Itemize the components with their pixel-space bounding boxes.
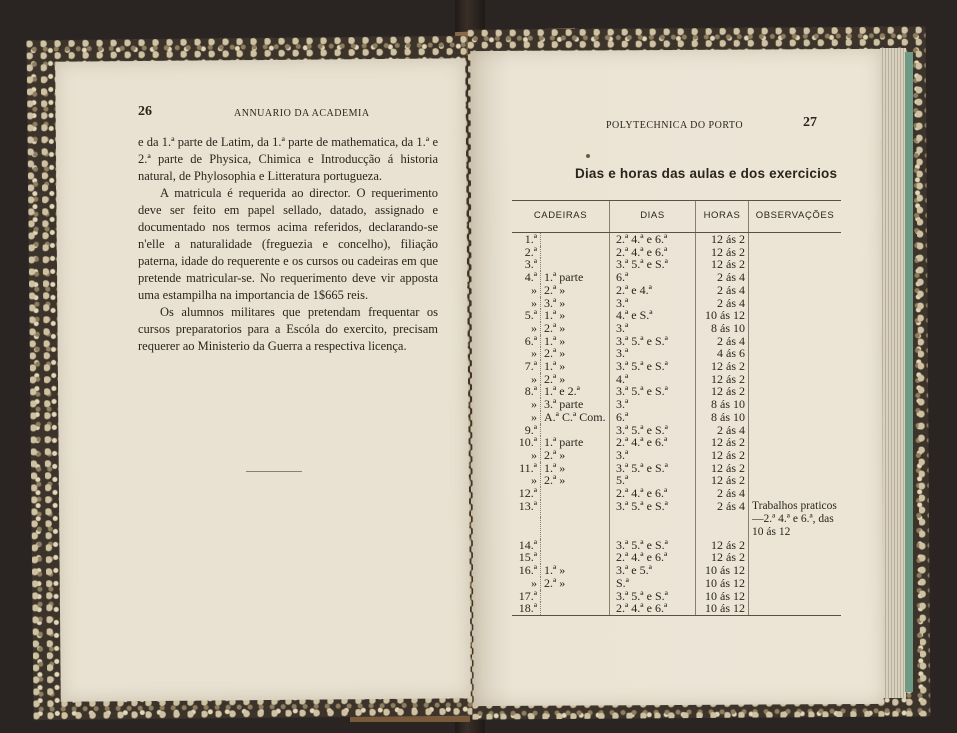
cadeira-number: » <box>531 409 537 424</box>
observacoes-cell <box>749 602 842 615</box>
page-number-left: 26 <box>138 104 152 119</box>
observacoes-cell <box>749 322 842 335</box>
horas-cell: 12 ás 2 <box>696 373 749 386</box>
dias-cell: 2.ª 4.ª e 6.ª <box>610 602 696 615</box>
observacoes-cell <box>749 297 842 310</box>
header-cadeiras: CADEIRAS <box>512 201 610 233</box>
horas-cell: 12 ás 2 <box>696 385 749 398</box>
cadeira-number: 17.ª <box>518 588 537 603</box>
horas-cell <box>696 517 749 539</box>
cadeira-number: 11.ª <box>519 460 537 475</box>
observacoes-cell <box>749 487 842 500</box>
table-row <box>512 233 841 246</box>
cadeira-part <box>541 487 610 500</box>
cadeira-number: » <box>531 473 537 488</box>
cadeira-part: 2.ª » <box>541 322 610 335</box>
observacoes-cell <box>749 385 842 398</box>
observacoes-cell <box>749 590 842 603</box>
horas-cell: 8 ás 10 <box>696 398 749 411</box>
cadeira-number: » <box>531 320 537 335</box>
dias-cell: 3.ª 5.ª e S.ª <box>610 258 696 271</box>
paragraph: e da 1.ª parte de Latim, da 1.ª parte de mathematica, da 1.ª e 2.ª parte de Physica, Chimica e Introducção á historia natural, de Phylosophia e Litteratura portugueza. <box>138 135 438 183</box>
table-header-row <box>512 201 841 233</box>
observacoes-cell <box>749 271 842 284</box>
cadeira-number: 16.ª <box>518 563 537 578</box>
table-row <box>512 577 841 590</box>
dias-cell: 3.ª 5.ª e S.ª <box>610 424 696 437</box>
dias-cell: 3.ª 5.ª e S.ª <box>610 385 696 398</box>
dias-cell: 5.ª <box>610 474 696 487</box>
table-row <box>512 500 841 517</box>
horas-cell: 2 ás 4 <box>696 271 749 284</box>
cadeira-number <box>512 517 541 539</box>
horas-cell: 12 ás 2 <box>696 551 749 564</box>
table-row <box>512 360 841 373</box>
cadeira-part: 1.ª e 2.ª <box>541 385 610 398</box>
observacoes-cell <box>749 449 842 462</box>
cadeira-part <box>541 539 610 552</box>
cadeira-part <box>541 590 610 603</box>
horas-cell: 10 ás 12 <box>696 590 749 603</box>
cadeira-number: 5.ª <box>524 308 537 323</box>
observacoes-cell <box>749 411 842 424</box>
observacoes-cell <box>749 474 842 487</box>
cadeira-number: » <box>531 282 537 297</box>
observacoes-cell <box>749 347 842 360</box>
observacoes-cell <box>749 551 842 564</box>
cadeira-part <box>541 233 610 246</box>
cadeira-part <box>541 246 610 259</box>
observacoes-cell <box>749 424 842 437</box>
observacoes-cell <box>749 284 842 297</box>
table-row <box>512 564 841 577</box>
ink-dot <box>586 154 590 158</box>
cadeira-number: 1.ª <box>524 232 537 246</box>
cadeira-part <box>541 517 610 539</box>
cadeira-number: » <box>531 295 537 310</box>
table-row <box>512 322 841 335</box>
cadeira-part <box>541 602 610 615</box>
horas-cell: 12 ás 2 <box>696 436 749 449</box>
cadeira-number: 2.ª <box>524 244 537 259</box>
cadeira-number: 14.ª <box>518 537 537 552</box>
dias-cell: 3.ª <box>610 297 696 310</box>
observacoes-cell <box>749 233 842 246</box>
header-observacoes: OBSERVAÇÕES <box>749 201 842 233</box>
horas-cell: 2 ás 4 <box>696 335 749 348</box>
table-row <box>512 246 841 259</box>
dias-cell: 2.ª 4.ª e 6.ª <box>610 551 696 564</box>
cadeira-number: » <box>531 447 537 462</box>
horas-cell: 12 ás 2 <box>696 233 749 246</box>
horas-cell: 10 ás 12 <box>696 564 749 577</box>
cadeira-part: 1.ª parte <box>541 436 610 449</box>
cadeira-part: 2.ª » <box>541 577 610 590</box>
dias-cell <box>610 517 696 539</box>
dias-cell: 3.ª 5.ª e S.ª <box>610 335 696 348</box>
table-row <box>512 449 841 462</box>
cadeira-part: 2.ª » <box>541 347 610 360</box>
table-row <box>512 539 841 552</box>
cadeira-number: » <box>531 371 537 386</box>
dias-cell: 2.ª e 4.ª <box>610 284 696 297</box>
cadeira-part: 2.ª » <box>541 373 610 386</box>
horas-cell: 2 ás 4 <box>696 297 749 310</box>
header-dias: DIAS <box>610 201 696 233</box>
schedule-table <box>512 200 841 616</box>
horas-cell: 10 ás 12 <box>696 309 749 322</box>
cadeira-number: » <box>531 575 537 590</box>
dias-cell: 3.ª 5.ª e S.ª <box>610 590 696 603</box>
cadeira-part: 2.ª » <box>541 474 610 487</box>
table-row <box>512 271 841 284</box>
table-row <box>512 411 841 424</box>
cadeira-number: 12.ª <box>518 486 537 501</box>
horas-cell: 8 ás 10 <box>696 411 749 424</box>
cadeira-part: 2.ª » <box>541 449 610 462</box>
table-row <box>512 284 841 297</box>
cadeira-number: 10.ª <box>518 435 537 450</box>
cadeira-number: 18.ª <box>512 602 541 615</box>
horas-cell: 2 ás 4 <box>696 500 749 517</box>
schedule-table-body <box>512 233 841 616</box>
dias-cell: 3.ª 5.ª e S.ª <box>610 500 696 517</box>
cadeira-number: 3.ª <box>524 257 537 272</box>
dias-cell: 4.ª e S.ª <box>610 309 696 322</box>
horas-cell: 12 ás 2 <box>696 449 749 462</box>
observacoes-cell <box>749 373 842 386</box>
cadeira-number: 9.ª <box>524 422 537 437</box>
dias-cell: 2.ª 4.ª e 6.ª <box>610 436 696 449</box>
observacoes-cell <box>749 539 842 552</box>
dias-cell: 3.ª 5.ª e S.ª <box>610 539 696 552</box>
observacoes-cell: Trabalhos praticos—2.ª 4.ª e 6.ª, das 10 ás 12 <box>749 500 842 539</box>
cadeira-part: 3.ª parte <box>541 398 610 411</box>
cadeira-part: 1.ª » <box>541 309 610 322</box>
horas-cell: 2 ás 4 <box>696 487 749 500</box>
cadeira-number: » <box>531 346 537 361</box>
running-header-right: POLYTECHNICA DO PORTO <box>606 120 744 131</box>
dias-cell: 3.ª e 5.ª <box>610 564 696 577</box>
horas-cell: 2 ás 4 <box>696 284 749 297</box>
horas-cell: 8 ás 10 <box>696 322 749 335</box>
dias-cell: 3.ª <box>610 322 696 335</box>
horas-cell: 12 ás 2 <box>696 258 749 271</box>
paragraph: Os alumnos militares que pretendam frequentar os cursos preparatorios para a Escóla do exercito, precisam requerer ao Ministerio da Guerra a respectiva licença. <box>138 305 438 353</box>
running-header-left: ANNUARIO DA ACADEMIA <box>234 108 370 119</box>
observacoes-cell <box>749 246 842 259</box>
horas-cell: 12 ás 2 <box>696 539 749 552</box>
table-row <box>512 602 841 615</box>
observacoes-cell <box>749 360 842 373</box>
cover-edge <box>905 52 913 692</box>
dias-cell: 3.ª <box>610 347 696 360</box>
horas-cell: 10 ás 12 <box>696 577 749 590</box>
observacoes-cell <box>749 258 842 271</box>
observacoes-cell <box>749 309 842 322</box>
table-row <box>512 474 841 487</box>
header-horas: HORAS <box>696 201 749 233</box>
cadeira-number: 8.ª <box>524 384 537 399</box>
dias-cell: 2.ª 4.ª e 6.ª <box>610 487 696 500</box>
table-row <box>512 590 841 603</box>
dias-cell: 2.ª 4.ª e 6.ª <box>610 246 696 259</box>
dias-cell: S.ª <box>610 577 696 590</box>
paragraph: A matricula é requerida ao director. O requerimento deve ser feito em papel sellado, datado, assignado e documentado nos termos acima referidos, declarando-se n'elle a naturalidade (freguezia e concelho), filiação paterna, idade do requerente e os cursos ou cadeiras em que pretende matricular-se. No requerimento deve vir apposta uma estampilha na importancia de 1$665 reis. <box>138 186 438 302</box>
left-page-body <box>138 134 438 355</box>
cadeira-part: 1.ª parte <box>541 271 610 284</box>
horas-cell: 2 ás 4 <box>696 424 749 437</box>
dias-cell: 3.ª <box>610 398 696 411</box>
cadeira-number: 13.ª <box>518 498 537 513</box>
observacoes-cell <box>749 398 842 411</box>
observacoes-cell <box>749 577 842 590</box>
cadeira-part: 1.ª » <box>541 335 610 348</box>
cadeira-part: 1.ª » <box>541 360 610 373</box>
dias-cell: 2.ª 4.ª e 6.ª <box>610 233 696 246</box>
cadeira-part: A.ª C.ª Com. <box>541 411 610 424</box>
page-edges <box>880 48 906 698</box>
table-row <box>512 487 841 500</box>
cadeira-number: 6.ª <box>524 333 537 348</box>
dias-cell: 6.ª <box>610 411 696 424</box>
cadeira-part: 3.ª » <box>541 297 610 310</box>
cadeira-part: 2.ª » <box>541 284 610 297</box>
observacoes-cell <box>749 564 842 577</box>
horas-cell: 12 ás 2 <box>696 474 749 487</box>
horas-cell: 12 ás 2 <box>696 462 749 475</box>
dias-cell: 4.ª <box>610 373 696 386</box>
cadeira-part: 1.ª » <box>541 462 610 475</box>
cadeira-number: » <box>531 397 537 412</box>
dias-cell: 3.ª 5.ª e S.ª <box>610 462 696 475</box>
cadeira-part: 1.ª » <box>541 564 610 577</box>
page-number-right: 27 <box>803 115 817 130</box>
section-rule <box>246 471 302 472</box>
observacoes-cell <box>749 436 842 449</box>
observacoes-cell <box>749 462 842 475</box>
horas-cell: 10 ás 12 <box>696 602 749 615</box>
table-title: Dias e horas das aulas e dos exercicios <box>575 166 838 181</box>
dias-cell: 3.ª <box>610 449 696 462</box>
cadeira-number: 4.ª <box>524 270 537 285</box>
horas-cell: 4 ás 6 <box>696 347 749 360</box>
table-row <box>512 398 841 411</box>
dias-cell: 3.ª 5.ª e S.ª <box>610 360 696 373</box>
horas-cell: 12 ás 2 <box>696 360 749 373</box>
cadeira-part <box>541 500 610 517</box>
horas-cell: 12 ás 2 <box>696 246 749 259</box>
dias-cell: 6.ª <box>610 271 696 284</box>
cadeira-number: 7.ª <box>524 359 537 374</box>
cadeira-number: 15.ª <box>518 550 537 565</box>
observacoes-cell <box>749 335 842 348</box>
